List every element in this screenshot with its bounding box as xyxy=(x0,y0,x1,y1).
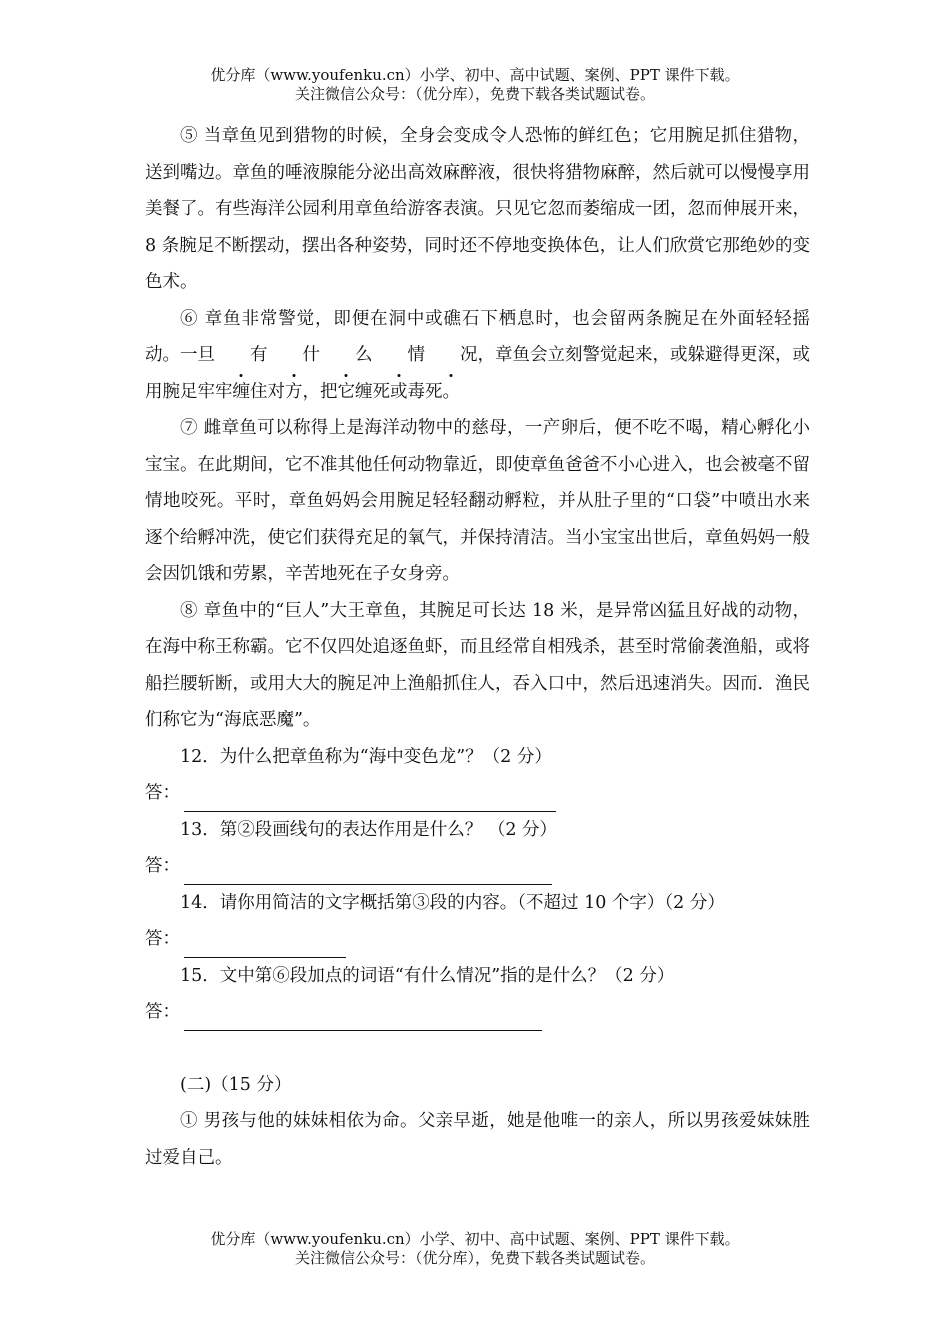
paragraph-8: ⑧ 章鱼中的“巨人”大王章鱼，其腕足可长达 18 米，是异常凶猛且好战的动物，在海中称王称霸。它不仅四处追逐鱼虾，而且经常自相残杀，甚至时常偷袭渔船，或将船拦腰斩断，或用大大的腕足冲上渔船抓住人，吞入口中，然后迅速消失。因而．渔民们称它为“海底恶魔”。 xyxy=(145,600,810,730)
question-13: 13．第②段画线句的表达作用是什么？ （2 分） xyxy=(180,819,558,840)
answer-blank-14[interactable] xyxy=(184,933,346,958)
header-line-1: 优分库（www.youfenku.cn）小学、初中、高中试题、案例、PPT 课件下载。 xyxy=(210,66,740,84)
section-2-paragraph-1: ① 男孩与他的妹妹相依为命。父亲早逝，她是他唯一的亲人，所以男孩爱妹妹胜过爱自己。 xyxy=(145,1111,810,1168)
dotted-char: 么 xyxy=(320,337,373,374)
answer-row-14 xyxy=(145,921,810,958)
answer-label: 答： xyxy=(145,783,180,803)
dotted-char: 有 xyxy=(215,337,268,374)
footer-line-2: 关注微信公众号：（优分库），免费下载各类试题试卷。 xyxy=(294,1249,655,1267)
document-body xyxy=(145,118,810,1176)
paragraph-5: ⑤ 当章鱼见到猎物的时候，全身会变成令人恐怖的鲜红色；它用腕足抓住猎物，送到嘴边。章鱼的唾液腺能分泌出高效麻醉液，很快将猎物麻醉，然后就可以慢慢享用美餐了。有些海洋公园利用章鱼给游客表演。只见它忽而萎缩成一团，忽而伸展开来，8 条腕足不断摆动，摆出各种姿势，同时还不停地变换体色，让人们欣赏它那绝妙的变色术。 xyxy=(145,126,810,292)
paragraph-6-before: ⑥ 章鱼非常警觉，即便在洞中或礁石下栖息时，也会留两条腕足在外面轻轻摇动。一旦 xyxy=(145,308,810,365)
paragraph-6 xyxy=(145,301,810,411)
page-header xyxy=(0,66,950,104)
answer-label: 答： xyxy=(145,856,180,876)
answer-row-12 xyxy=(145,775,810,812)
paragraph-6-after: ，章鱼会立刻警觉起来，或躲避得更深，或用腕足牢牢缠住对方，把它缠死或毒死。 xyxy=(145,345,810,402)
section-2-title: (二)（15 分） xyxy=(180,1074,292,1095)
page-footer xyxy=(0,1230,950,1268)
paragraph-7: ⑦ 雌章鱼可以称得上是海洋动物中的慈母，一产卵后，便不吃不喝，精心孵化小宝宝。在此期间，它不准其他任何动物靠近，即使章鱼爸爸不小心进入，也会被毫不留情地咬死。平时，章鱼妈妈会用腕足轻轻翻动孵粒，并从肚子里的“口袋”中喷出水来逐个给孵冲洗，使它们获得充足的氧气，并保持清洁。当小宝宝出世后，章鱼妈妈一般会因饥饿和劳累，辛苦地死在子女身旁。 xyxy=(145,418,810,584)
dotted-char: 情 xyxy=(373,337,426,374)
dotted-char: 什 xyxy=(268,337,321,374)
question-12: 12．为什么把章鱼称为“海中变色龙”？（2 分） xyxy=(180,746,552,767)
dotted-char: 况 xyxy=(425,337,478,374)
answer-blank-15[interactable] xyxy=(184,1006,542,1031)
header-line-2: 关注微信公众号：（优分库），免费下载各类试题试卷。 xyxy=(294,85,655,103)
answer-blank-13[interactable] xyxy=(184,860,552,885)
footer-line-1: 优分库（www.youfenku.cn）小学、初中、高中试题、案例、PPT 课件下载。 xyxy=(210,1230,740,1248)
answer-label: 答： xyxy=(145,1002,180,1022)
question-14: 14．请你用简洁的文字概括第③段的内容。（不超过 10 个字）（2 分） xyxy=(180,892,725,913)
answer-row-13 xyxy=(145,848,810,885)
answer-row-15 xyxy=(145,994,810,1031)
question-15: 15．文中第⑥段加点的词语“有什么情况”指的是什么？（2 分） xyxy=(180,965,675,986)
section-spacer xyxy=(145,1031,810,1067)
answer-label: 答： xyxy=(145,929,180,949)
answer-blank-12[interactable] xyxy=(184,787,556,812)
